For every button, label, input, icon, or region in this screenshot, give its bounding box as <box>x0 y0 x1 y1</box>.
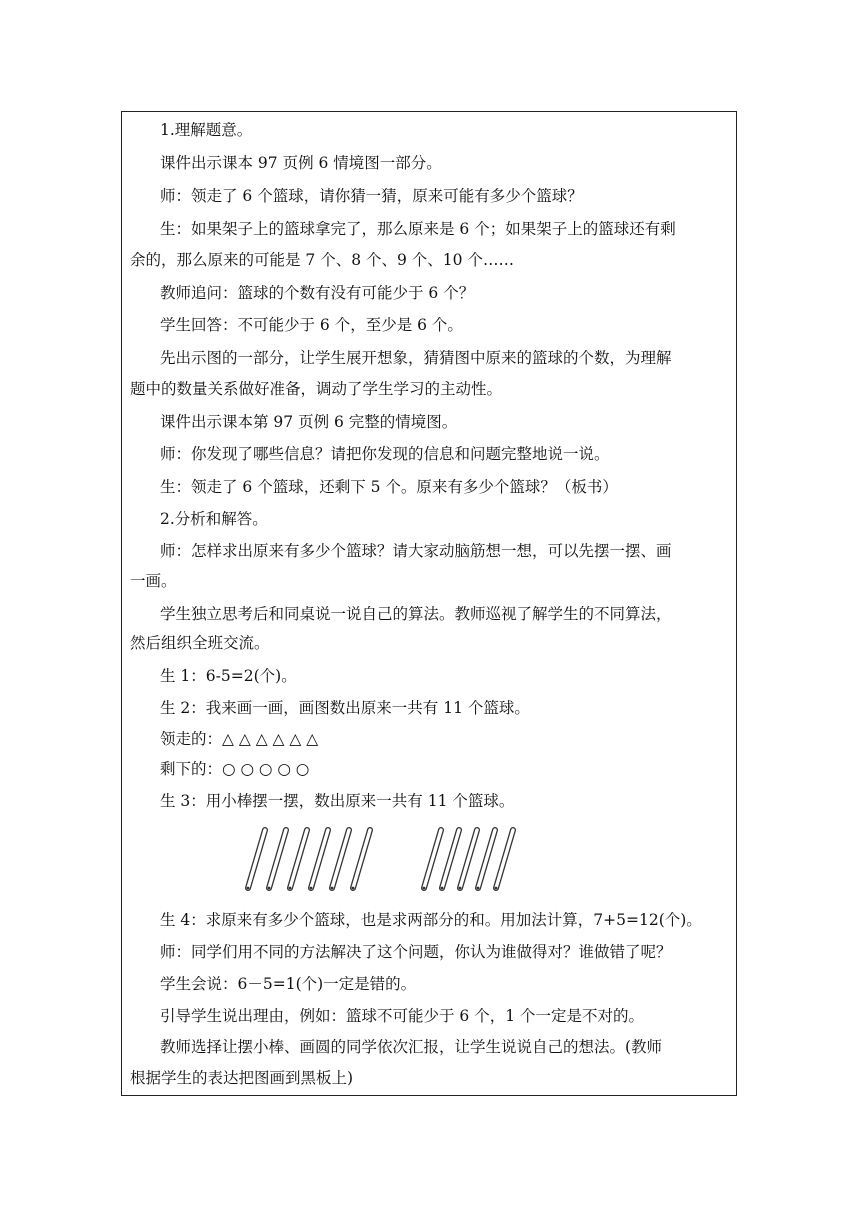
text-line: 余的，那么原来的可能是 7 个、8 个、9 个、10 个…… <box>130 251 514 269</box>
counting-stick <box>441 830 459 889</box>
text-line: 根据学生的表达把图画到黑板上) <box>130 1069 354 1087</box>
text-line: 师：领走了 6 个篮球，请你猜一猜，原来可能有多少个篮球？ <box>160 187 583 205</box>
counting-stick <box>423 830 441 889</box>
counting-stick <box>495 830 513 889</box>
text-line: 然后组织全班交流。 <box>130 634 270 652</box>
text-line: 生 1：6-5=2(个)。 <box>160 667 297 685</box>
text-line: 师：怎样求出原来有多少个篮球？请大家动脑筋想一想，可以先摆一摆、画 <box>160 542 672 560</box>
text-line: 先出示图的一部分，让学生展开想象，猜猜图中原来的篮球的个数，为理解 <box>160 349 672 367</box>
counting-stick <box>331 830 349 889</box>
text-line: 教师选择让摆小棒、画圆的同学依次汇报，让学生说说自己的想法。(教师 <box>160 1038 663 1056</box>
counting-sticks-figure <box>242 824 532 896</box>
text-line: 师：你发现了哪些信息？请把你发现的信息和问题完整地说一说。 <box>160 445 610 463</box>
text-line: 2.分析和解答。 <box>160 510 268 528</box>
counting-stick <box>247 830 265 889</box>
text-line: 学生会说：6－5=1(个)一定是错的。 <box>160 975 417 993</box>
text-line: 课件出示课本 97 页例 6 情境图一部分。 <box>160 154 442 172</box>
text-line: 生：领走了 6 个篮球，还剩下 5 个。原来有多少个篮球？（板书） <box>160 478 618 496</box>
text-line: 题中的数量关系做好准备，调动了学生学习的主动性。 <box>130 380 503 398</box>
counting-stick <box>477 830 495 889</box>
text-line: 剩下的：○ ○ ○ ○ ○ <box>160 760 310 778</box>
counting-stick <box>268 830 286 889</box>
text-line: 生 4：求原来有多少个篮球，也是求两部分的和。用加法计算，7+5=12(个)。 <box>160 911 702 929</box>
text-line: 1.理解题意。 <box>160 121 253 139</box>
counting-stick <box>352 830 370 889</box>
text-line: 学生独立思考后和同桌说一说自己的算法。教师巡视了解学生的不同算法， <box>160 605 672 623</box>
counting-stick <box>459 830 477 889</box>
counting-stick <box>289 830 307 889</box>
text-line: 一画。 <box>130 572 177 590</box>
counting-stick <box>310 830 328 889</box>
text-line: 学生回答：不可能少于 6 个，至少是 6 个。 <box>160 316 463 334</box>
text-line: 领走的：△ △ △ △ △ △ <box>160 730 319 748</box>
text-line: 生 3：用小棒摆一摆，数出原来一共有 11 个篮球。 <box>160 792 515 810</box>
text-line: 教师追问：篮球的个数有没有可能少于 6 个？ <box>160 284 475 302</box>
lesson-table-cell <box>121 111 737 1096</box>
text-line: 师：同学们用不同的方法解决了这个问题，你认为谁做得对？谁做错了呢？ <box>160 943 672 961</box>
text-line: 生：如果架子上的篮球拿完了，那么原来是 6 个；如果架子上的篮球还有剩 <box>160 220 676 238</box>
text-line: 引导学生说出理由，例如：篮球不可能少于 6 个，1 个一定是不对的。 <box>160 1007 645 1025</box>
text-line: 生 2：我来画一画，画图数出原来一共有 11 个篮球。 <box>160 699 530 717</box>
text-line: 课件出示课本第 97 页例 6 完整的情境图。 <box>160 413 458 431</box>
